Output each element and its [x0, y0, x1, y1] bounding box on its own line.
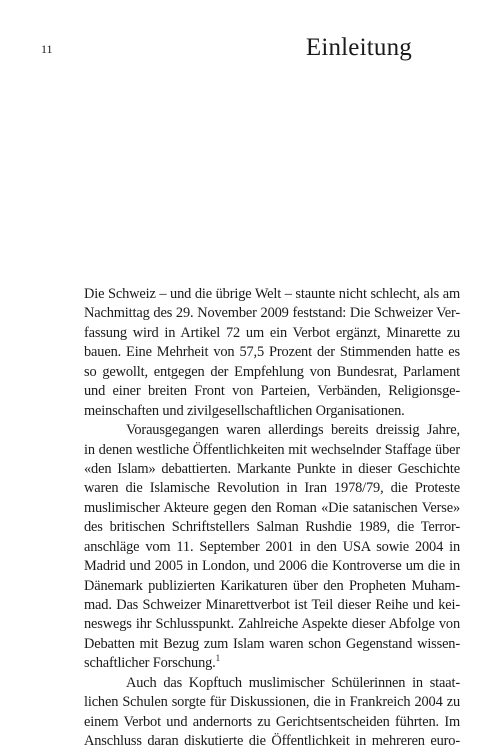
text-line: Dänemark publizierten Karikaturen über den Propheten Muham- — [84, 577, 460, 594]
text-line: fassung wird in Artikel 72 um ein Verbot ergänzt, Minarette zu — [84, 324, 460, 341]
text-line: Auch das Kopftuch muslimischer Schülerinnen in staat- — [126, 674, 460, 691]
text-line: «den Islam» debattierten. Markante Punkte in dieser Geschichte — [84, 460, 460, 477]
text-line: Die Schweiz – und die übrige Welt – staunte nicht schlecht, als am — [84, 286, 460, 302]
text-line — [84, 654, 460, 673]
text-line-content: schaftlicher Forschung. — [84, 655, 216, 672]
text-line: lichen Schulen sorgte für Diskussionen, die in Frankreich 2004 zu — [84, 694, 460, 711]
footnote-marker: 1 — [215, 653, 220, 664]
chapter-title: Einleitung — [305, 34, 412, 61]
text-line: in denen westliche Öffentlichkeiten mit wechselnder Staffage über — [84, 441, 460, 458]
text-line: und einer breiten Front von Parteien, Verbänden, Religionsge- — [84, 383, 460, 400]
text-line: anschläge vom 11. September 2001 in den USA sowie 2004 in — [84, 538, 460, 555]
text-line: so gewollt, entgegen der Empfehlung von Bundesrat, Parlament — [84, 363, 460, 380]
text-line: des britischen Schriftstellers Salman Rushdie 1989, die Terror- — [84, 519, 460, 536]
text-line: Debatten mit Bezug zum Islam waren schon Gegenstand wissen- — [84, 635, 460, 652]
text-line: bauen. Eine Mehrheit von 57,5 Prozent der Stimmenden hatte es — [84, 344, 460, 361]
text-line: einem Verbot und andernorts zu Gerichtsentscheiden führten. Im — [84, 713, 460, 730]
body-text — [84, 285, 460, 752]
page-number: 11 — [41, 42, 53, 56]
text-line: Madrid und 2005 in London, und 2006 die Kontroverse um die in — [84, 558, 460, 575]
text-line: waren die Islamische Revolution in Iran 1978/79, die Proteste — [84, 480, 460, 497]
text-line: Nachmittag des 29. November 2009 feststand: Die Schweizer Ver- — [84, 305, 460, 322]
text-line: neswegs ihr Schlusspunkt. Zahlreiche Aspekte dieser Abfolge von — [84, 616, 460, 633]
text-line: muslimischer Akteure gegen den Roman «Die satanischen Verse» — [84, 499, 460, 516]
text-line: mad. Das Schweizer Minarettverbot ist Teil dieser Reihe und kei- — [84, 597, 460, 613]
text-line: Vorausgegangen waren allerdings bereits dreissig Jahre, — [126, 422, 460, 439]
text-line: Anschluss daran diskutierte die Öffentlichkeit in mehreren euro- — [84, 733, 460, 750]
text-line: meinschaften und zivilgesellschaftlichen Organisationen. — [84, 402, 405, 419]
